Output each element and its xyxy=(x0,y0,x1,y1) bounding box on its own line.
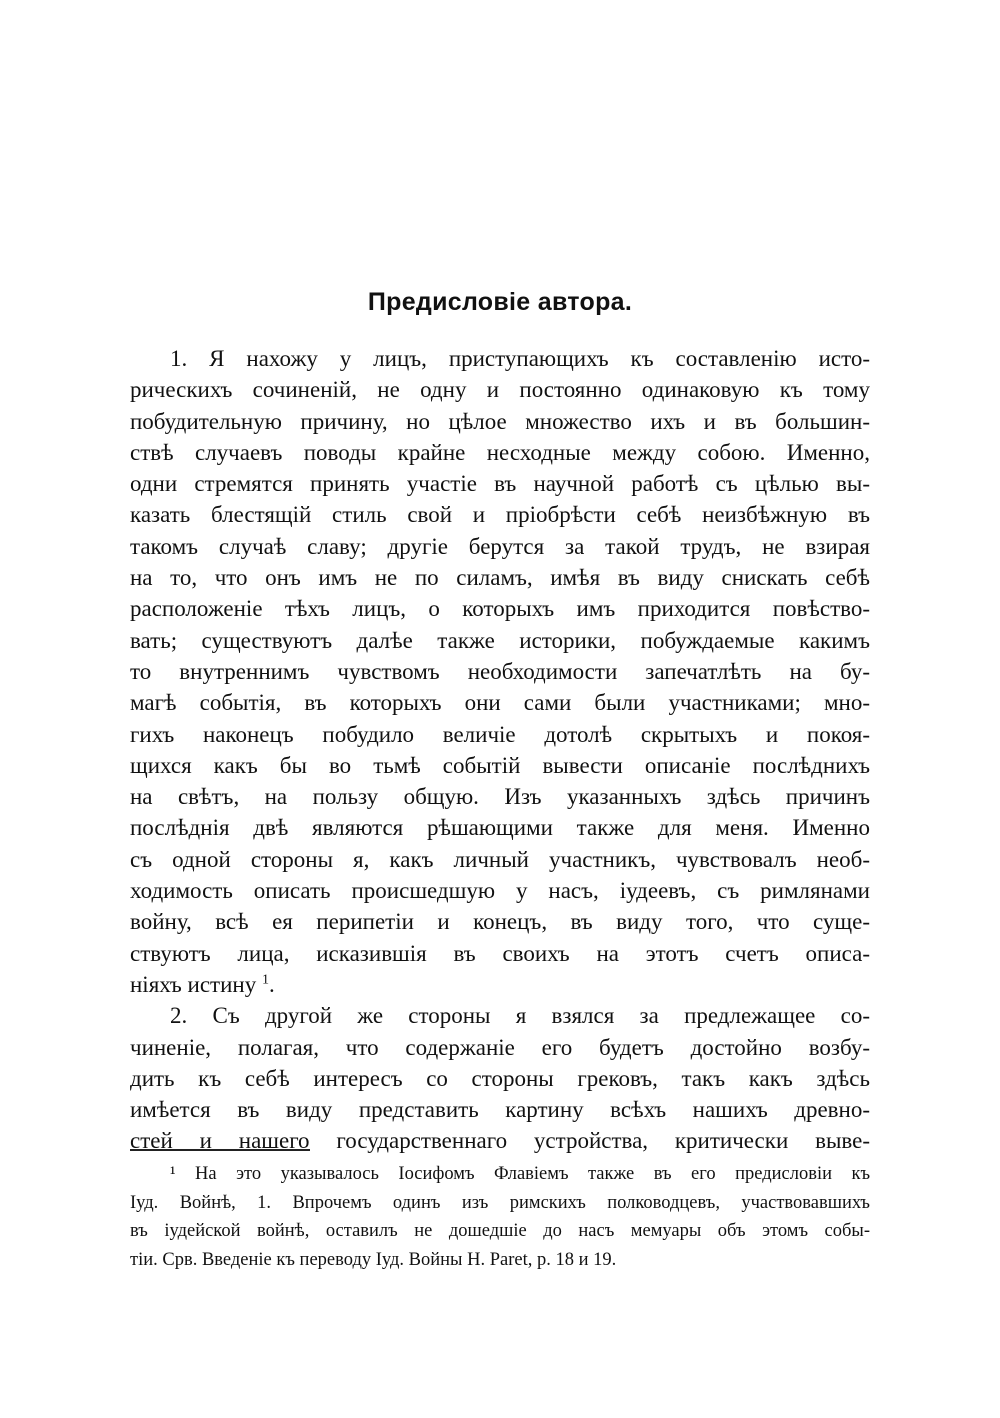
text-line: расположеніе тѣхъ лицъ, о которыхъ имъ приходится повѣство- xyxy=(130,596,870,622)
text-line: имѣется въ виду представить картину всѣхъ нашихъ древно- xyxy=(130,1097,870,1123)
text-line: ствуютъ лица, исказившія въ своихъ на этотъ счетъ описа- xyxy=(130,940,870,966)
text-line: гихъ наконецъ побудило величіе дотолѣ скрытыхъ и покоя- xyxy=(130,721,870,747)
text-line xyxy=(130,969,870,1000)
text-line: такомъ случаѣ славу; другіе берутся за такой трудъ, не взирая xyxy=(130,533,870,559)
text-line: ствѣ случаевъ поводы крайне несходные между собою. Именно, xyxy=(130,439,870,465)
footnote-divider xyxy=(130,1149,310,1151)
text-line: ходимость описать происшедшую у насъ, іудеевъ, съ римлянами xyxy=(130,878,870,904)
text-line: магѣ событія, въ которыхъ они сами были участниками; мно- xyxy=(130,690,870,716)
text-line: дить къ себѣ интересъ со стороны грековъ, такъ какъ здѣсь xyxy=(130,1065,870,1091)
text-line: 2. Съ другой же стороны я взялся за предлежащее со- xyxy=(170,1003,870,1029)
text-line: 1. Я нахожу у лицъ, приступающихъ къ составленію исто- xyxy=(170,346,870,371)
footnote-text: На это указывалось Іосифомъ Флавіемъ также въ его предисловіи къ xyxy=(195,1164,871,1184)
footnote-block xyxy=(130,1160,870,1274)
text-line: одни стремятся принять участіе въ научной работѣ съ цѣлью вы- xyxy=(130,471,870,497)
text-line: то внутреннимъ чувствомъ необходимости запечатлѣть на бу- xyxy=(130,658,870,684)
text-line: послѣднія двѣ являются рѣшающими также для меня. Именно xyxy=(130,815,870,841)
text-line: на то, что онъ имъ не по силамъ, имѣя въ виду снискать себѣ xyxy=(130,565,870,591)
last-line-text: ніяхъ истину xyxy=(130,971,257,997)
footnote-line: тіи. Срв. Введеніе къ переводу Іуд. Войны Н. Paret, p. 18 и 19. xyxy=(130,1249,617,1270)
text-line: чиненіе, полагая, что содержаніе его будетъ достойно возбу- xyxy=(130,1034,870,1060)
text-line: рическихъ сочиненій, не одну и постоянно одинаковую къ тому xyxy=(130,377,870,403)
text-line: вать; существуютъ далѣе также историки, побуждаемые какимъ xyxy=(130,627,870,653)
footnote-line: въ іудейской войнѣ, оставилъ не дошедшіе до насъ мемуары объ этомъ собы- xyxy=(130,1221,870,1241)
text-line: на свѣтъ, на пользу общую. Изъ указанныхъ здѣсь причинъ xyxy=(130,784,870,810)
text-line: побудительную причину, но цѣлое множество ихъ и въ большин- xyxy=(130,408,870,434)
text-line: щихся какъ бы во тьмѣ событій вывести описаніе послѣднихъ xyxy=(130,752,870,778)
main-text xyxy=(130,343,870,1157)
footnote-line xyxy=(130,1160,870,1189)
text-line: стей и нашего государственнаго устройства, критически выве- xyxy=(130,1128,870,1154)
text-line: казать блестящій стиль свой и пріобрѣсти себѣ неизбѣжную въ xyxy=(130,502,870,528)
last-line-end: . xyxy=(268,971,275,997)
text-line: съ одной стороны я, какъ личный участникъ, чувствовалъ необ- xyxy=(130,846,870,872)
footnote-line: Іуд. Войнѣ, 1. Впрочемъ одинъ изъ римскихъ полководцевъ, участвовавшихъ xyxy=(130,1192,870,1213)
text-line: войну, всѣ ея перипетіи и конецъ, въ виду того, что суще- xyxy=(130,909,870,935)
footnote-reference[interactable]: 1 xyxy=(261,972,269,988)
page-title: Предисловіе автора. xyxy=(367,288,633,316)
footnote-marker: ¹ xyxy=(170,1164,176,1184)
